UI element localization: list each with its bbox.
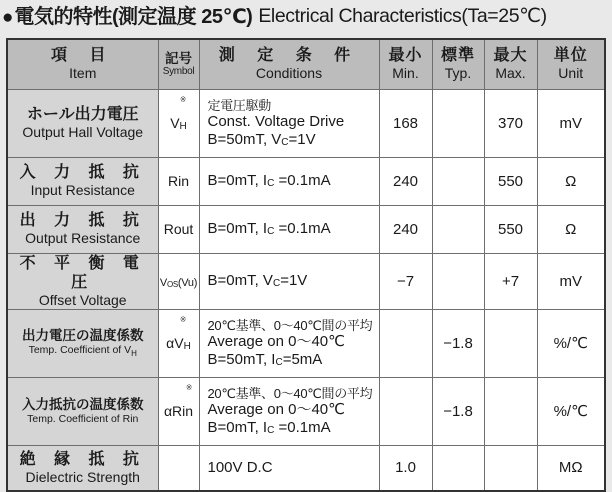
conditions-cell: 100V D.C — [199, 445, 379, 491]
unit-value: %/℃ — [537, 309, 605, 377]
header-symbol-en: Symbol — [162, 66, 195, 78]
min-value: −7 — [379, 253, 432, 309]
max-value: 550 — [484, 157, 537, 205]
condition-params-sub: C — [267, 424, 275, 436]
title-japanese: 電気的特性(測定温度 25℃) — [14, 6, 253, 28]
header-symbol-jp: 記号 — [165, 50, 192, 66]
header-max-jp: 最大 — [493, 47, 528, 64]
header-typ-en: Typ. — [444, 65, 472, 82]
condition-en: Const. Voltage Drive — [207, 112, 345, 130]
table-row — [7, 445, 605, 491]
electrical-characteristics-table — [6, 38, 606, 492]
item-jp: 出 力 抵 抗 — [19, 212, 146, 229]
note-mark: ※ — [179, 94, 187, 104]
item-jp: 不 平 衡 電 圧 — [19, 254, 146, 291]
item-jp: ホール出力電圧 — [26, 106, 139, 123]
table-row — [7, 89, 605, 157]
item-jp: 出力電圧の温度係数 — [22, 327, 144, 343]
header-max-en: Max. — [495, 65, 526, 82]
header-typ-jp: 標準 — [440, 47, 475, 64]
min-value — [379, 309, 432, 377]
note-mark: ※ — [179, 314, 187, 324]
max-value: +7 — [484, 253, 537, 309]
table-row — [7, 253, 605, 309]
condition-params — [208, 351, 379, 369]
item-en: Output Hall Voltage — [22, 124, 144, 141]
unit-value: mV — [537, 253, 605, 309]
symbol-cell — [158, 89, 199, 157]
condition-a: B=0mT, I — [207, 220, 268, 238]
header-conditions-jp: 測 定 条 件 — [218, 47, 360, 64]
bullet-icon: ● — [2, 6, 14, 28]
item-cell — [7, 445, 158, 491]
condition-sub: C — [267, 178, 275, 190]
symbol: V — [170, 114, 180, 131]
typ-value: −1.8 — [432, 377, 484, 445]
table-row — [7, 377, 605, 445]
item-cell — [7, 157, 158, 205]
item-jp: 入 力 抵 抗 — [19, 164, 146, 181]
typ-value — [432, 253, 484, 309]
header-min-en: Min. — [392, 65, 419, 82]
unit-value: mV — [537, 89, 605, 157]
condition-a: B=0mT, I — [207, 172, 268, 190]
symbol-tail: (Vu) — [177, 277, 198, 290]
symbol-cell: Rout — [158, 205, 199, 253]
header-typ — [432, 39, 484, 89]
min-value — [379, 377, 432, 445]
condition-jp: 定電圧駆動 — [207, 97, 272, 113]
unit-value: Ω — [537, 205, 605, 253]
condition-en: Average on 0〜40℃ — [207, 401, 345, 419]
item-cell — [7, 205, 158, 253]
header-item — [7, 39, 158, 89]
unit-value: Ω — [537, 157, 605, 205]
condition-params — [208, 131, 379, 149]
max-value: 370 — [484, 89, 537, 157]
condition-sub: C — [272, 278, 281, 290]
min-value: 240 — [379, 205, 432, 253]
condition-params-sub: C — [281, 136, 289, 148]
header-max — [484, 39, 537, 89]
title-english: Electrical Characteristics(Ta=25℃) — [258, 5, 547, 28]
typ-value — [432, 445, 484, 491]
table-row — [7, 157, 605, 205]
header-row — [7, 39, 605, 89]
symbol-cell — [158, 309, 199, 377]
condition-b: =0.1mA — [274, 220, 331, 238]
item-en-a: Temp. Coefficient of V — [28, 343, 132, 356]
header-min — [379, 39, 432, 89]
table-row — [7, 309, 605, 377]
conditions-cell — [199, 89, 379, 157]
condition-en: Average on 0〜40℃ — [207, 333, 345, 351]
unit-value: MΩ — [537, 445, 605, 491]
conditions-cell — [199, 253, 379, 309]
conditions-cell — [199, 205, 379, 253]
symbol-cell — [158, 377, 199, 445]
min-value: 240 — [379, 157, 432, 205]
symbol — [160, 277, 197, 289]
item-en: Input Resistance — [30, 182, 135, 199]
header-conditions — [199, 39, 379, 89]
symbol-sub: H — [183, 340, 191, 352]
typ-value — [432, 157, 484, 205]
header-item-en: Item — [69, 65, 97, 82]
item-cell — [7, 89, 158, 157]
header-symbol — [158, 39, 199, 89]
condition-params-a: B=0mT, I — [207, 418, 268, 436]
max-value — [484, 445, 537, 491]
condition-params-a: B=50mT, V — [207, 130, 282, 148]
condition-b: =0.1mA — [274, 172, 331, 190]
typ-value: −1.8 — [432, 309, 484, 377]
note-mark: ※ — [185, 382, 193, 392]
condition-params-b: =5mA — [282, 350, 323, 368]
header-min-jp: 最小 — [388, 47, 423, 64]
header-conditions-en: Conditions — [255, 65, 323, 82]
condition-params-b: =0.1mA — [274, 418, 331, 436]
min-value: 168 — [379, 89, 432, 157]
item-en: Dielectric Strength — [25, 469, 140, 486]
condition-params-a: B=50mT, I — [207, 350, 276, 368]
symbol-cell — [158, 253, 199, 309]
min-value: 1.0 — [379, 445, 432, 491]
condition-b: =1V — [280, 272, 308, 290]
conditions-cell — [199, 157, 379, 205]
section-title — [2, 0, 547, 34]
symbol: αV — [166, 334, 184, 351]
condition-a: B=0mT, V — [207, 272, 273, 290]
item-en: Output Resistance — [25, 230, 141, 247]
item-en — [8, 344, 158, 359]
item-cell — [7, 377, 158, 445]
header-unit-en: Unit — [558, 65, 584, 82]
symbol-sub: OS — [166, 280, 178, 290]
item-en: Offset Voltage — [38, 291, 127, 308]
header-unit-jp: 単位 — [553, 47, 588, 64]
item-en-sub: H — [131, 349, 137, 359]
condition-params — [208, 419, 379, 437]
header-unit — [537, 39, 605, 89]
item-en: Temp. Coefficient of Rin — [27, 412, 139, 425]
condition-params-sub: C — [275, 356, 283, 368]
item-jp: 絶 縁 抵 抗 — [19, 450, 146, 468]
condition-jp: 20℃基準、0〜40℃間の平均 — [207, 317, 373, 333]
item-cell — [7, 253, 158, 309]
typ-value — [432, 89, 484, 157]
condition-sub: C — [267, 226, 275, 238]
condition-jp: 20℃基準、0〜40℃間の平均 — [207, 385, 373, 401]
symbol: αRin — [163, 403, 194, 420]
conditions-cell — [199, 309, 379, 377]
max-value — [484, 377, 537, 445]
condition-params-b: =1V — [288, 130, 316, 148]
conditions-cell — [199, 377, 379, 445]
max-value: 550 — [484, 205, 537, 253]
table-row — [7, 205, 605, 253]
typ-value — [432, 205, 484, 253]
symbol-cell — [158, 445, 199, 491]
max-value — [484, 309, 537, 377]
header-item-jp: 項 目 — [51, 47, 115, 64]
unit-value: %/℃ — [537, 377, 605, 445]
item-cell — [7, 309, 158, 377]
symbol-main: V — [159, 277, 167, 290]
item-jp: 入力抵抗の温度係数 — [22, 396, 144, 412]
symbol-sub: H — [179, 120, 187, 132]
symbol-cell: Rin — [158, 157, 199, 205]
